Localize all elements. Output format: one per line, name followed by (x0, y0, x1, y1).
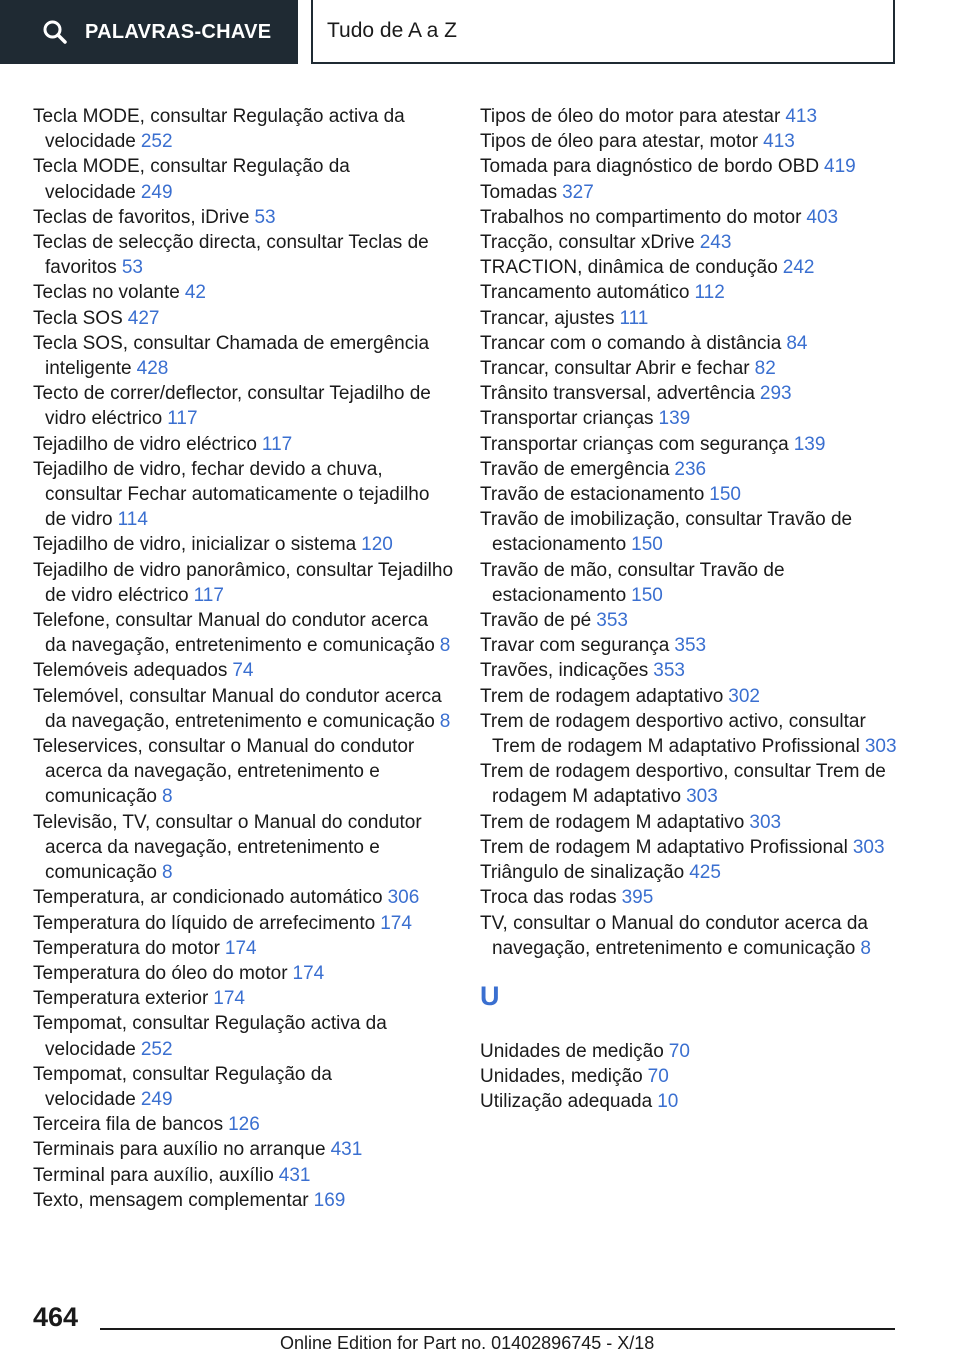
index-entry (480, 658, 900, 683)
index-entry (33, 608, 453, 658)
entry-text: Teclas de selecção directa, consultar Teclas de favoritos (33, 232, 429, 279)
index-tab[interactable] (311, 0, 895, 64)
page-link[interactable]: 174 (213, 988, 245, 1010)
entry-text: Tejadilho de vidro eléctrico (33, 433, 257, 455)
page-link[interactable]: 120 (361, 534, 393, 556)
index-entry (33, 1112, 453, 1137)
keywords-tab-label: PALAVRAS-CHAVE (85, 20, 272, 43)
page-link[interactable]: 42 (184, 282, 206, 304)
page-link[interactable]: 306 (387, 887, 420, 909)
index-entry (33, 1188, 453, 1213)
page-number: 464 (33, 1302, 79, 1332)
entry-text: Televisão, TV, consultar o Manual do condutor acerca da navegação, entretenimento e comunicação (33, 811, 422, 884)
index-entry (480, 835, 900, 860)
entry-text: Trem de rodagem M adaptativo Profissional (480, 836, 848, 858)
page-link[interactable]: 150 (709, 484, 741, 506)
entry-text: Teclas no volante (33, 282, 180, 304)
index-entry (33, 684, 453, 734)
entry-text: Trancar, ajustes (480, 307, 615, 329)
index-entry (33, 1011, 453, 1061)
index-entry (480, 432, 900, 457)
page-link[interactable]: 8 (161, 786, 173, 808)
entry-text: Travar com segurança (480, 635, 670, 657)
page-link[interactable]: 8 (860, 937, 871, 959)
keywords-tab[interactable] (0, 0, 298, 64)
page-link[interactable]: 353 (653, 660, 685, 682)
index-entry (33, 658, 453, 683)
entry-text: Temperatura do motor (33, 937, 220, 959)
index-entry (480, 885, 900, 910)
entry-text: Tipos de óleo do motor para atestar (480, 106, 781, 127)
top-navigation (0, 0, 960, 66)
page-link[interactable]: 428 (136, 358, 169, 380)
index-entry (33, 936, 453, 961)
entry-text: Trabalhos no compartimento do motor (480, 206, 802, 228)
index-entry (480, 381, 900, 406)
index-entry (33, 1062, 453, 1112)
page-link[interactable]: 302 (728, 685, 760, 707)
entry-text: Trem de rodagem desportivo, consultar Trem de rodagem M adaptativo (480, 761, 886, 808)
page-link[interactable]: 150 (631, 584, 663, 606)
index-entry (33, 1137, 453, 1162)
index-entry (33, 280, 453, 305)
page-link[interactable]: 427 (127, 307, 160, 329)
index-entry (480, 306, 900, 331)
entry-text: Travões, indicações (480, 660, 649, 682)
page-link[interactable]: 413 (763, 131, 795, 153)
page-link[interactable]: 249 (140, 1088, 173, 1110)
entry-text: Trem de rodagem desportivo activo, consultar Trem de rodagem M adaptativo Profissional (480, 710, 866, 758)
page-link[interactable]: 114 (117, 509, 148, 531)
index-entry (33, 432, 453, 457)
page-link[interactable]: 413 (785, 106, 818, 127)
page-link[interactable]: 252 (140, 1038, 173, 1060)
page-link[interactable]: 139 (793, 433, 826, 455)
index-column-left (33, 104, 453, 1213)
entry-text: Terminais para auxílio no arranque (33, 1139, 326, 1161)
index-entry (33, 306, 453, 331)
page-link[interactable]: 117 (193, 584, 224, 606)
entry-text: Transportar crianças com segurança (480, 433, 789, 455)
entry-text: Texto, mensagem complementar (33, 1189, 309, 1211)
page-link[interactable]: 419 (824, 156, 856, 178)
index-entry (480, 280, 900, 305)
page-link[interactable]: 293 (759, 383, 792, 405)
entry-text: Temperatura exterior (33, 988, 209, 1010)
page-link[interactable]: 425 (689, 862, 721, 884)
index-entry (33, 961, 453, 986)
entry-text: Travão de mão, consultar Travão de estacionamento (480, 559, 785, 606)
entry-text: Terminal para auxílio, auxílio (33, 1164, 274, 1186)
entry-text: Teclas de favoritos, iDrive (33, 206, 250, 228)
entry-text: Travão de emergência (480, 458, 670, 480)
index-entry (480, 1064, 900, 1089)
entry-text: TV, consultar o Manual do condutor acerca da navegação, entretenimento e comunicação (480, 912, 868, 959)
page-link[interactable]: 395 (621, 887, 654, 909)
index-entry (480, 230, 900, 255)
entry-text: Temperatura do óleo do motor (33, 962, 288, 984)
page-link[interactable]: 174 (292, 962, 325, 984)
index-entry (480, 406, 900, 431)
page-link[interactable]: 353 (596, 610, 628, 632)
index-entry (33, 986, 453, 1011)
entry-text: Travão de estacionamento (480, 484, 705, 506)
page-link[interactable]: 8 (161, 862, 173, 884)
page-link[interactable]: 8 (439, 710, 451, 732)
page-link[interactable]: 117 (167, 408, 198, 430)
page-link[interactable]: 111 (619, 307, 649, 329)
page-link[interactable]: 249 (140, 181, 173, 203)
index-entry (33, 457, 453, 533)
index-entry (480, 104, 900, 129)
page-link[interactable]: 84 (786, 332, 808, 354)
index-entry (480, 205, 900, 230)
entry-text: Tipos de óleo para atestar, motor (480, 131, 759, 153)
entry-text: Travão de pé (480, 610, 592, 632)
index-entry (33, 558, 453, 608)
page-link[interactable]: 303 (749, 811, 782, 833)
entry-text: Utilização adequada (480, 1091, 653, 1113)
page-link[interactable]: 10 (657, 1091, 679, 1113)
entry-text: Tecla MODE, consultar Regulação da velocidade (33, 156, 350, 203)
page-link[interactable]: 70 (647, 1066, 669, 1088)
entry-text: Tejadilho de vidro, fechar devido a chuva, consultar Fechar automaticamente o tejadilho de vidro (33, 458, 430, 531)
entry-text: Tempomat, consultar Regulação da velocidade (33, 1063, 332, 1110)
index-entry (33, 1163, 453, 1188)
page-link[interactable]: 431 (330, 1139, 363, 1161)
u-entries (480, 1039, 900, 1115)
index-entry (480, 709, 900, 759)
page-link[interactable]: 242 (782, 257, 815, 279)
index-entry (480, 331, 900, 356)
page-link[interactable]: 126 (228, 1114, 260, 1136)
entry-text: Tecla SOS (33, 307, 123, 329)
entry-text: Trancar, consultar Abrir e fechar (480, 358, 750, 380)
index-entry (33, 734, 453, 810)
footer-divider (100, 1328, 895, 1330)
index-entry (480, 507, 900, 557)
entry-text: Tecto de correr/deflector, consultar Tejadilho de vidro eléctrico (33, 383, 431, 430)
page-link[interactable]: 53 (121, 257, 143, 279)
entry-text: Travão de imobilização, consultar Travão de estacionamento (480, 509, 853, 556)
page-link[interactable]: 303 (852, 836, 885, 858)
index-entry (33, 104, 453, 154)
entry-text: Transportar crianças (480, 408, 654, 430)
index-entry (480, 860, 900, 885)
index-entry (480, 129, 900, 154)
entry-text: Telefone, consultar Manual do condutor acerca da navegação, entretenimento e comunicação (33, 610, 435, 657)
entry-text: Trânsito transversal, advertência (480, 383, 755, 405)
index-entry (33, 911, 453, 936)
search-icon (42, 19, 68, 45)
index-entry (480, 356, 900, 381)
index-entry (480, 684, 900, 709)
entry-text: Tejadilho de vidro panorâmico, consultar Tejadilho de vidro eléctrico (33, 559, 454, 606)
entry-text: Trem de rodagem adaptativo (480, 685, 724, 707)
index-entry (480, 759, 900, 809)
page-link[interactable]: 303 (864, 736, 897, 758)
page-link[interactable]: 70 (668, 1040, 690, 1062)
index-column-right (480, 104, 900, 1115)
page-link[interactable]: 353 (674, 635, 707, 657)
page-link[interactable]: 150 (631, 534, 663, 556)
entry-text: Terceira fila de bancos (33, 1114, 224, 1136)
index-entry (480, 911, 900, 961)
index-entry (33, 205, 453, 230)
entry-text: Trem de rodagem M adaptativo (480, 811, 745, 833)
index-entry (33, 154, 453, 204)
index-entry (33, 331, 453, 381)
entry-text: Tejadilho de vidro, inicializar o sistema (33, 534, 357, 556)
entry-text: Tecla MODE, consultar Regulação activa da velocidade (33, 106, 405, 153)
page-link[interactable]: 82 (754, 358, 776, 380)
page-link[interactable]: 174 (224, 937, 257, 959)
index-entry (480, 810, 900, 835)
page-link[interactable]: 327 (562, 181, 594, 203)
entry-text: TRACTION, dinâmica de condução (480, 257, 778, 279)
page-link[interactable]: 74 (232, 660, 254, 682)
index-entry (480, 1089, 900, 1114)
page-link[interactable]: 139 (658, 408, 691, 430)
entry-text: Telemóvel, consultar Manual do condutor acerca da navegação, entretenimento e comunicação (33, 685, 442, 732)
entry-text: Telemóveis adequados (33, 660, 228, 682)
entry-text: Unidades, medição (480, 1066, 643, 1088)
page-link[interactable]: 303 (686, 786, 718, 808)
entry-text: Tomada para diagnóstico de bordo OBD (480, 156, 820, 178)
entry-text: Tomadas (480, 181, 558, 203)
entry-text: Unidades de medição (480, 1040, 664, 1062)
edition-info: Online Edition for Part no. 01402896745 - X/18 (280, 1333, 655, 1353)
index-entry (33, 885, 453, 910)
index-entry (33, 381, 453, 431)
right-entries (480, 104, 900, 961)
index-entry (480, 180, 900, 205)
index-entry (33, 810, 453, 886)
index-entry (480, 633, 900, 658)
entry-text: Troca das rodas (480, 887, 617, 909)
entry-text: Temperatura do líquido de arrefecimento (33, 912, 376, 934)
index-entry (480, 608, 900, 633)
section-letter: U (480, 980, 500, 1011)
index-entry (480, 457, 900, 482)
page-link[interactable]: 243 (699, 232, 732, 254)
entry-text: Temperatura, ar condicionado automático (33, 887, 383, 909)
index-entry (480, 558, 900, 608)
index-entry (33, 230, 453, 280)
entry-text: Tecla SOS, consultar Chamada de emergência inteligente (33, 332, 430, 380)
index-entry (480, 255, 900, 280)
page-link[interactable]: 236 (674, 458, 707, 480)
page-link[interactable]: 431 (278, 1164, 311, 1186)
page-link[interactable]: 53 (254, 206, 276, 228)
entry-text: Trancar com o comando à distância (480, 332, 782, 354)
page-link[interactable]: 112 (694, 282, 725, 304)
page-link[interactable]: 117 (261, 433, 293, 455)
entry-text: Tempomat, consultar Regulação activa da velocidade (33, 1013, 387, 1060)
page-link[interactable]: 403 (806, 206, 839, 228)
entry-text: Teleservices, consultar o Manual do condutor acerca da navegação, entretenimento e comunicação (33, 736, 415, 808)
index-tab-label: Tudo de A a Z (327, 19, 457, 42)
page-link[interactable]: 174 (380, 912, 412, 934)
index-entry (480, 482, 900, 507)
entry-text: Trancamento automático (480, 282, 690, 304)
page-link[interactable]: 8 (439, 635, 451, 657)
index-entry (480, 154, 900, 179)
index-entry (33, 532, 453, 557)
entry-text: Triângulo de sinalização (480, 862, 685, 884)
index-entry (480, 1039, 900, 1064)
entry-text: Tracção, consultar xDrive (480, 232, 695, 254)
page-link[interactable]: 252 (140, 131, 173, 153)
page-link[interactable]: 169 (313, 1189, 346, 1211)
